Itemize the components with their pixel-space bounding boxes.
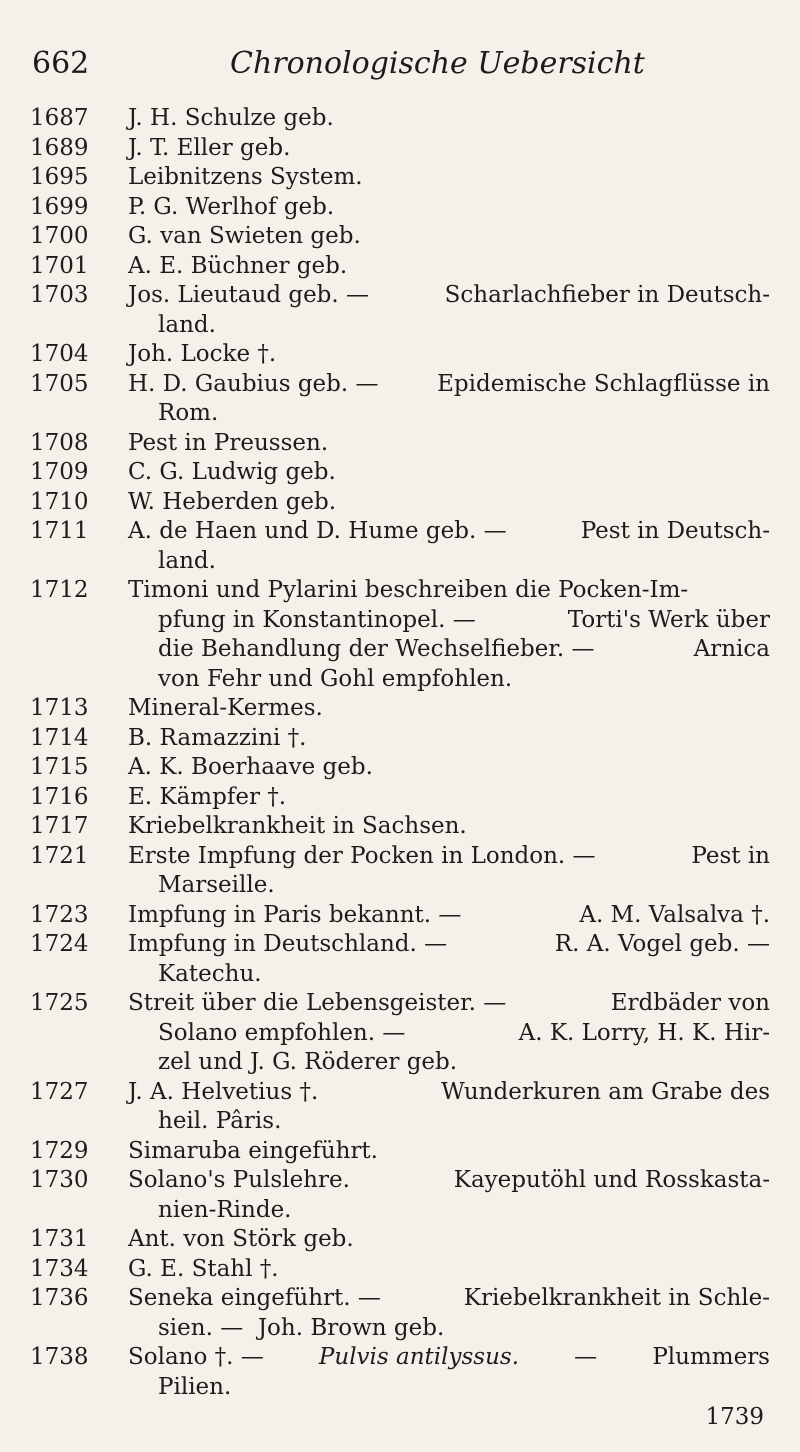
entry-year: 1704 [30,341,89,367]
text-segment: Solano †. — [128,1344,264,1370]
entry-text [128,1255,770,1285]
chronology-entry [30,104,770,134]
entry-year: 1738 [30,1344,89,1370]
entry-line [128,1314,770,1344]
entry-line [128,1166,770,1196]
entry-year: 1730 [30,1167,89,1193]
chronology-entry [30,458,770,488]
text-segment: A. M. Valsalva †. [579,901,770,928]
text-segment: Pest in Preussen. [128,429,329,456]
entry-line [128,370,770,400]
chronology-entry [30,930,770,989]
text-segment: die Behandlung der Wechselfieber. — [158,636,595,662]
entry-line [128,134,770,164]
entry-line [128,606,770,636]
text-segment: G. van Swieten geb. [128,223,361,249]
entry-year: 1701 [30,252,89,279]
entry-line [128,1225,770,1255]
entry-year: 1708 [30,429,89,456]
text-segment: Seneka eingeführt. — [128,1285,381,1311]
text-segment: zel und J. G. Röderer geb. [158,1049,458,1075]
page-header [30,40,770,90]
text-segment: heil. Pâris. [158,1108,282,1134]
text-segment: Arnica [693,636,770,662]
entry-year: 1711 [30,518,89,544]
entry-year: 1713 [30,695,89,721]
entry-line [128,1078,770,1108]
entry-year: 1700 [30,223,89,249]
text-segment: E. Kämpfer †. [128,783,287,810]
text-segment: Mineral-Kermes. [128,695,323,721]
entry-line [128,281,770,311]
chronology-entry [30,1078,770,1137]
entry-text [128,783,770,813]
chronology-entry [30,163,770,193]
chronology-entry [30,989,770,1078]
entry-year: 1712 [30,577,89,603]
text-segment: A. K. Lorry, H. K. Hir- [518,1019,770,1046]
entry-line [128,1373,770,1403]
text-segment: Kriebelkrankheit in Schle- [463,1285,770,1311]
text-segment: Katechu. [158,960,262,987]
text-segment: A. E. Büchner geb. [128,252,348,279]
entry-text [128,576,770,694]
entry-year: 1736 [30,1285,89,1311]
entry-text [128,1343,770,1402]
chronology-entry [30,370,770,429]
chronology-entry [30,134,770,164]
chronology-list [30,104,770,1402]
entry-line [128,1048,770,1078]
entry-text [128,901,770,931]
text-segment: Kayeputöhl und Rosskasta- [453,1167,770,1193]
entry-text [128,104,770,134]
chronology-entry [30,1225,770,1255]
chronology-entry [30,1137,770,1167]
text-segment: pfung in Konstantinopel. — [158,606,476,633]
entry-text [128,163,770,193]
entry-year: 1716 [30,783,89,810]
entry-text [128,753,770,783]
text-segment: A. de Haen und D. Hume geb. — [128,518,507,544]
entry-text [128,429,770,459]
text-segment: land. [158,547,216,574]
chronology-entry [30,1343,770,1402]
text-segment: Ant. von Störk geb. [128,1226,354,1252]
text-segment: W. Heberden geb. [128,488,337,515]
entry-year: 1699 [30,193,89,220]
entry-year: 1705 [30,370,89,397]
text-segment: R. A. Vogel geb. — [554,931,770,957]
chronology-entry [30,842,770,901]
text-segment: Erdbäder von [610,990,770,1016]
entry-year: 1725 [30,990,89,1016]
text-segment: Impfung in Deutschland. — [128,931,448,957]
chronology-entry [30,901,770,931]
entry-text [128,724,770,754]
entry-year: 1717 [30,813,89,839]
entry-text [128,252,770,282]
entry-line [128,517,770,547]
text-segment: G. E. Stahl †. [128,1255,279,1282]
entry-line [128,753,770,783]
entry-line [128,901,770,931]
text-segment: J. A. Helvetius †. [128,1078,319,1105]
entry-year: 1687 [30,105,89,131]
entry-line [128,960,770,990]
text-segment: sien. — Joh. Brown geb. [158,1314,445,1341]
entry-line [128,665,770,695]
entry-text [128,1166,770,1225]
text-segment: J. H. Schulze geb. [128,105,334,131]
page-number: 662 [32,46,90,81]
entry-text [128,458,770,488]
text-segment: Simaruba eingeführt. [128,1137,378,1164]
entry-line [128,222,770,252]
chronology-entry [30,517,770,576]
chronology-entry [30,281,770,340]
chronology-entry [30,193,770,223]
text-segment: Epidemische Schlagflüsse in [437,370,770,397]
entry-text [128,222,770,252]
entry-line [128,547,770,577]
entry-year: 1734 [30,1255,89,1282]
text-segment: Rom. [158,400,219,426]
chronology-entry [30,783,770,813]
text-segment: C. G. Ludwig geb. [128,459,336,485]
entry-text [128,1078,770,1137]
text-segment: Kriebelkrankheit in Sachsen. [128,813,467,839]
entry-text [128,281,770,340]
entry-line [128,1019,770,1049]
entry-year: 1710 [30,488,89,515]
entry-line [128,1137,770,1167]
chronology-entry [30,1284,770,1343]
text-segment: Pest in Deutsch- [580,518,770,544]
text-segment: Torti's Werk über [567,606,770,633]
entry-line [128,871,770,901]
entry-year: 1729 [30,1137,89,1164]
entry-text [128,340,770,370]
text-segment: Streit über die Lebensgeister. — [128,990,507,1016]
text-segment: Plummers [652,1344,770,1370]
entry-year: 1721 [30,842,89,869]
text-segment: Solano empfohlen. — [158,1019,406,1046]
entry-line [128,694,770,724]
entry-line [128,812,770,842]
entry-line [128,1196,770,1226]
chronology-entry [30,694,770,724]
entry-line [128,252,770,282]
chronology-entry [30,1255,770,1285]
entry-line [128,930,770,960]
entry-line [128,193,770,223]
entry-text [128,1137,770,1167]
text-segment: Timoni und Pylarini beschreiben die Pocken-Im- [128,577,689,603]
entry-line [128,1343,770,1373]
entry-line [128,1255,770,1285]
entry-text [128,842,770,901]
entry-text [128,694,770,724]
chronology-entry [30,753,770,783]
entry-line [128,488,770,518]
entry-line [128,458,770,488]
text-segment: Wunderkuren am Grabe des [441,1078,770,1105]
text-segment: Joh. Locke †. [128,341,277,367]
entry-line [128,842,770,872]
chronology-entry [30,812,770,842]
entry-line [128,340,770,370]
entry-line [128,724,770,754]
chronology-entry [30,576,770,694]
text-segment: Pilien. [158,1373,232,1400]
entry-line [128,635,770,665]
text-segment: Leibnitzens System. [128,164,363,190]
text-segment: land. [158,311,216,338]
text-segment: Pulvis antilyssus. [318,1344,520,1370]
chronology-entry [30,724,770,754]
chronology-entry [30,1166,770,1225]
entry-text [128,517,770,576]
entry-line [128,104,770,134]
entry-text [128,488,770,518]
text-segment: Solano's Pulslehre. [128,1167,350,1193]
text-segment: Pest in [691,842,770,869]
entry-line [128,1107,770,1137]
text-segment: A. K. Boerhaave geb. [128,754,373,780]
entry-line [128,576,770,606]
text-segment: von Fehr und Gohl empfohlen. [158,665,513,692]
entry-text [128,812,770,842]
entry-year: 1723 [30,901,89,928]
entry-line [128,1284,770,1314]
text-segment: P. G. Werlhof geb. [128,193,335,220]
entry-year: 1727 [30,1078,89,1105]
text-segment: Marseille. [158,872,275,898]
entry-text [128,989,770,1078]
text-segment: Jos. Lieutaud geb. — [128,282,370,308]
catchword: 1739 [705,1404,764,1430]
chronology-entry [30,340,770,370]
entry-year: 1714 [30,724,89,751]
chronology-entry [30,252,770,282]
entry-line [128,311,770,341]
chronology-entry [30,222,770,252]
text-segment: J. T. Eller geb. [128,134,291,161]
text-segment: Erste Impfung der Pocken in London. — [128,842,596,869]
entry-text [128,193,770,223]
entry-line [128,989,770,1019]
entry-year: 1709 [30,459,89,485]
entry-year: 1715 [30,754,89,780]
chronology-entry [30,488,770,518]
entry-text [128,930,770,989]
entry-line [128,429,770,459]
entry-text [128,1225,770,1255]
entry-text [128,1284,770,1343]
text-segment: B. Ramazzini †. [128,724,307,751]
entry-text [128,370,770,429]
text-segment: — [574,1344,598,1370]
text-segment: Impfung in Paris bekannt. — [128,901,462,928]
entry-line [128,783,770,813]
entry-line [128,399,770,429]
entry-year: 1703 [30,282,89,308]
entry-year: 1731 [30,1226,89,1252]
entry-year: 1689 [30,134,89,161]
chronology-entry [30,429,770,459]
text-segment: nien-Rinde. [158,1196,292,1223]
entry-text [128,134,770,164]
entry-year: 1724 [30,931,89,957]
entry-year: 1695 [30,164,89,190]
text-segment: H. D. Gaubius geb. — [128,370,379,397]
text-segment: Scharlachfieber in Deutsch- [444,282,770,308]
entry-line [128,163,770,193]
running-title: Chronologische Uebersicht [230,46,645,81]
